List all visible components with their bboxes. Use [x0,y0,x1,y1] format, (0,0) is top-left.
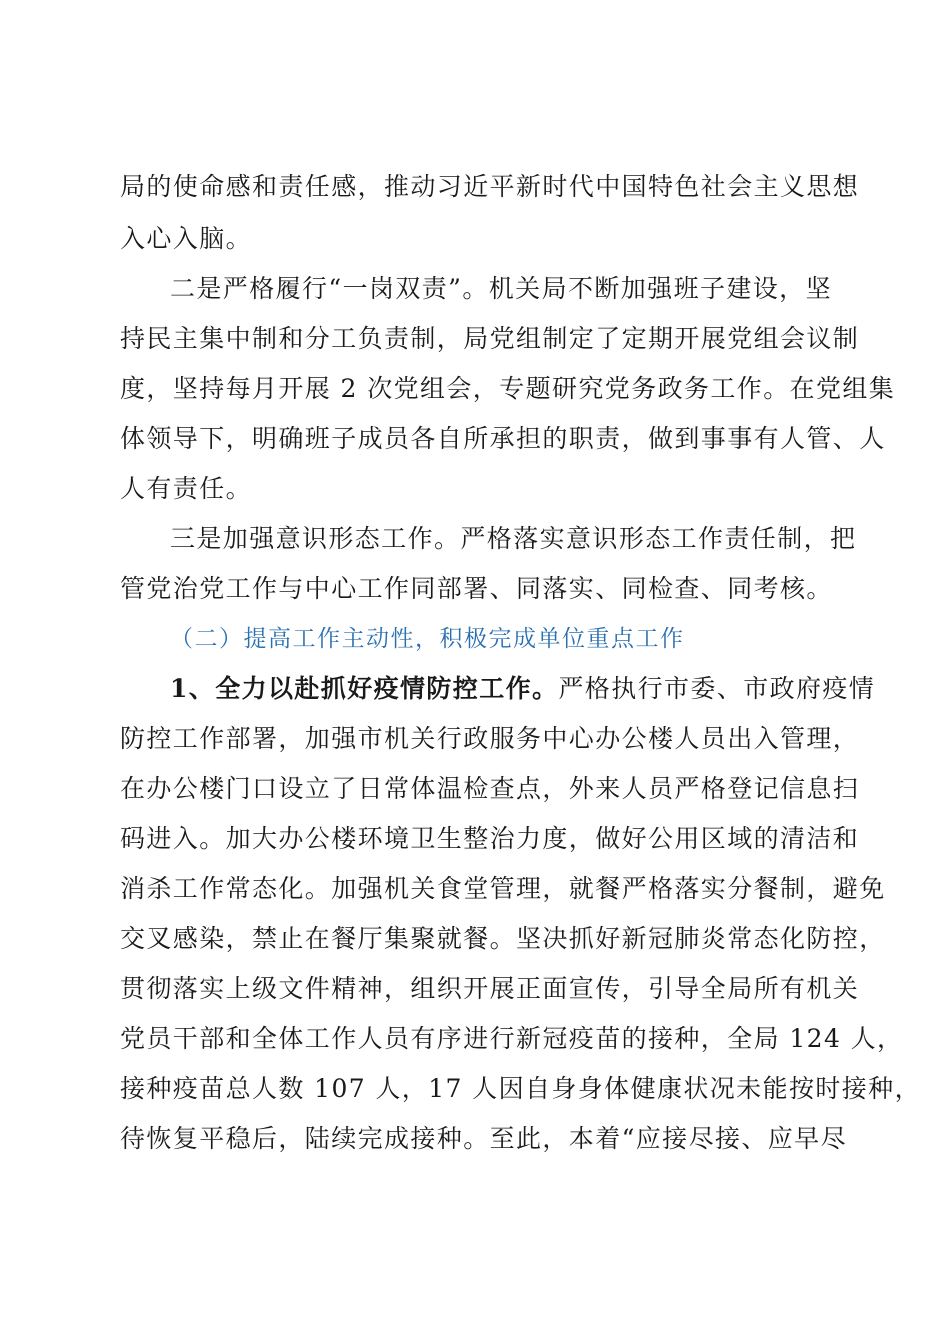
text-line: 二是严格履行“一岗双责”。机关局不断加强班子建设，坚 [170,274,832,303]
text-line: 入心入脑。 [120,224,253,253]
text-line: 人有责任。 [120,474,253,503]
item-title: 1、全力以赴抓好疫情防控工作。 [170,674,559,703]
text-line: 党员干部和全体工作人员有序进行新冠疫苗的接种，全局 124 人， [120,1024,904,1053]
text-line: 贯彻落实上级文件精神，组织开展正面宣传，引导全局所有机关 [120,974,860,1003]
text-line: 度，坚持每月开展 2 次党组会，专题研究党务政务工作。在党组集 [120,374,896,403]
text-line: 接种疫苗总人数 107 人，17 人因自身身体健康状况未能按时接种， [120,1074,921,1103]
text-line: 待恢复平稳后，陆续完成接种。至此，本着“应接尽接、应早尽 [120,1124,847,1153]
text-line: 防控工作部署，加强市机关行政服务中心办公楼人员出入管理， [120,724,860,753]
text-line: 在办公楼门口设立了日常体温检查点，外来人员严格登记信息扫 [120,774,860,803]
text-line: 消杀工作常态化。加强机关食堂管理，就餐严格落实分餐制，避免 [120,874,886,903]
section-heading: （二）提高工作主动性，积极完成单位重点工作 [170,626,685,652]
item-first-line-rest: 严格执行市委、市政府疫情 [558,674,876,703]
text-line: 局的使命感和责任感，推动习近平新时代中国特色社会主义思想 [120,172,860,201]
text-line: 持民主集中制和分工负责制，局党组制定了定期开展党组会议制 [120,324,860,353]
text-line: 管党治党工作与中心工作同部署、同落实、同检查、同考核。 [120,574,833,603]
text-line: 体领导下，明确班子成员各自所承担的职责，做到事事有人管、人 [120,424,886,453]
text-line: 三是加强意识形态工作。严格落实意识形态工作责任制，把 [170,524,857,553]
item-first-line [170,674,875,704]
text-line: 码进入。加大办公楼环境卫生整治力度，做好公用区域的清洁和 [120,824,860,853]
text-line: 交叉感染，禁止在餐厅集聚就餐。坚决抓好新冠肺炎常态化防控， [120,924,886,953]
